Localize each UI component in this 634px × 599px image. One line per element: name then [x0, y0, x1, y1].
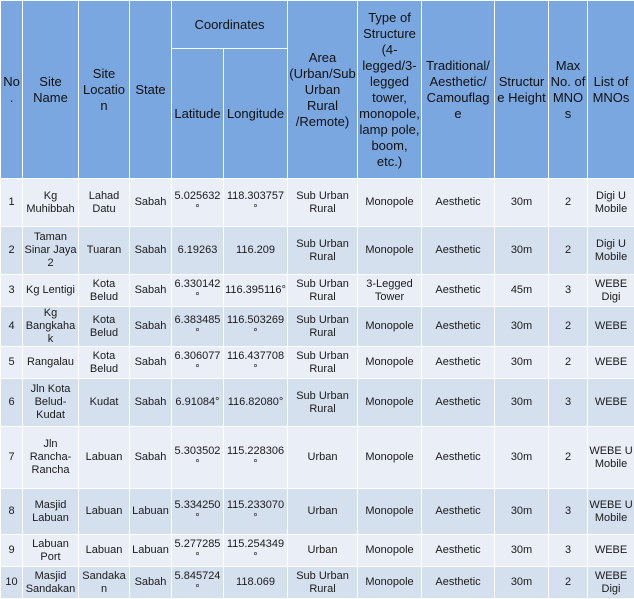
- cell-latitude: 5.334250°: [172, 489, 224, 535]
- table-row: [1, 379, 634, 427]
- cell-longitude: 118.069: [224, 567, 288, 599]
- header-coordinates: Coordinates: [172, 1, 288, 49]
- cell-site-name: Labuan Port: [23, 535, 79, 567]
- header-longitude: Longitude: [224, 49, 288, 179]
- cell-no: 10: [1, 567, 23, 599]
- cell-height: 30m: [495, 227, 549, 275]
- cell-site-name: Masjid Labuan: [23, 489, 79, 535]
- cell-no: 1: [1, 179, 23, 227]
- cell-site-location: Labuan: [79, 535, 130, 567]
- header-max-mnos: Max No. of MNOs: [549, 1, 588, 179]
- cell-no: 2: [1, 227, 23, 275]
- cell-mnos: Digi U Mobile: [588, 179, 634, 227]
- cell-site-location: Lahad Datu: [79, 179, 130, 227]
- header-list-mnos: List of MNOs: [588, 1, 634, 179]
- cell-height: 30m: [495, 307, 549, 347]
- header-state: State: [130, 1, 172, 179]
- cell-longitude: 118.303757°: [224, 179, 288, 227]
- cell-max: 3: [549, 379, 588, 427]
- cell-structure: Monopole: [358, 179, 422, 227]
- cell-type: Aesthetic: [422, 307, 495, 347]
- cell-site-location: Sandakan: [79, 567, 130, 599]
- cell-latitude: 6.306077°: [172, 347, 224, 379]
- cell-longitude: 115.233070°: [224, 489, 288, 535]
- cell-state: Sabah: [130, 179, 172, 227]
- cell-area: Sub Urban Rural: [288, 347, 358, 379]
- table-row: [1, 427, 634, 489]
- cell-area: Sub Urban Rural: [288, 307, 358, 347]
- cell-structure: Monopole: [358, 347, 422, 379]
- header-area: Area (Urban/Sub Urban Rural /Remote): [288, 1, 358, 179]
- cell-mnos: WEBE U Mobile: [588, 427, 634, 489]
- cell-type: Aesthetic: [422, 179, 495, 227]
- cell-max: 2: [549, 179, 588, 227]
- cell-type: Aesthetic: [422, 535, 495, 567]
- cell-latitude: 5.025632°: [172, 179, 224, 227]
- cell-site-location: Labuan: [79, 427, 130, 489]
- cell-longitude: 116.82080°: [224, 379, 288, 427]
- header-no: No.: [1, 1, 23, 179]
- cell-area: Sub Urban Rural: [288, 567, 358, 599]
- cell-type: Aesthetic: [422, 427, 495, 489]
- cell-area: Urban: [288, 427, 358, 489]
- cell-site-name: Kg Bangkahak: [23, 307, 79, 347]
- cell-mnos: WEBE Digi: [588, 275, 634, 307]
- table-row: [1, 347, 634, 379]
- cell-height: 30m: [495, 347, 549, 379]
- table-row: [1, 275, 634, 307]
- header-structure-type: Type of Structure (4-legged/3-legged tower, monopole, lamp pole, boom, etc.): [358, 1, 422, 179]
- cell-site-location: Kota Belud: [79, 347, 130, 379]
- cell-longitude: 116.503269°: [224, 307, 288, 347]
- cell-max: 3: [549, 275, 588, 307]
- cell-latitude: 5.303502°: [172, 427, 224, 489]
- header-site-location: Site Location: [79, 1, 130, 179]
- table-row: [1, 567, 634, 599]
- table-row: [1, 489, 634, 535]
- cell-max: 2: [549, 427, 588, 489]
- cell-structure: 3-Legged Tower: [358, 275, 422, 307]
- cell-structure: Monopole: [358, 227, 422, 275]
- cell-state: Labuan: [130, 489, 172, 535]
- cell-site-name: Jln Kota Belud-Kudat: [23, 379, 79, 427]
- cell-mnos: WEBE: [588, 347, 634, 379]
- cell-no: 4: [1, 307, 23, 347]
- cell-max: 2: [549, 567, 588, 599]
- cell-type: Aesthetic: [422, 275, 495, 307]
- cell-site-location: Kota Belud: [79, 275, 130, 307]
- cell-height: 30m: [495, 535, 549, 567]
- cell-site-name: Kg Lentigi: [23, 275, 79, 307]
- cell-site-name: Rangalau: [23, 347, 79, 379]
- cell-height: 30m: [495, 427, 549, 489]
- cell-structure: Monopole: [358, 379, 422, 427]
- cell-longitude: 115.228306°: [224, 427, 288, 489]
- header-site-name: Site Name: [23, 1, 79, 179]
- cell-structure: Monopole: [358, 427, 422, 489]
- cell-area: Urban: [288, 535, 358, 567]
- cell-longitude: 116.209: [224, 227, 288, 275]
- cell-site-location: Labuan: [79, 489, 130, 535]
- cell-no: 9: [1, 535, 23, 567]
- cell-state: Sabah: [130, 227, 172, 275]
- cell-latitude: 6.19263: [172, 227, 224, 275]
- cell-type: Aesthetic: [422, 227, 495, 275]
- cell-site-name: Jln Rancha-Rancha: [23, 427, 79, 489]
- cell-area: Sub Urban Rural: [288, 379, 358, 427]
- table-row: [1, 307, 634, 347]
- cell-structure: Monopole: [358, 307, 422, 347]
- cell-state: Sabah: [130, 567, 172, 599]
- cell-mnos: WEBE Digi: [588, 567, 634, 599]
- cell-structure: Monopole: [358, 567, 422, 599]
- cell-latitude: 6.330142°: [172, 275, 224, 307]
- table-row: [1, 535, 634, 567]
- cell-site-name: Kg Muhibbah: [23, 179, 79, 227]
- cell-state: Sabah: [130, 379, 172, 427]
- cell-no: 7: [1, 427, 23, 489]
- cell-type: Aesthetic: [422, 347, 495, 379]
- cell-height: 45m: [495, 275, 549, 307]
- cell-structure: Monopole: [358, 489, 422, 535]
- cell-longitude: 116.395116°: [224, 275, 288, 307]
- cell-structure: Monopole: [358, 535, 422, 567]
- cell-max: 3: [549, 489, 588, 535]
- cell-mnos: Digi U Mobile: [588, 227, 634, 275]
- table-row: [1, 227, 634, 275]
- cell-site-location: Tuaran: [79, 227, 130, 275]
- cell-mnos: WEBE: [588, 307, 634, 347]
- cell-longitude: 116.437708°: [224, 347, 288, 379]
- cell-state: Labuan: [130, 535, 172, 567]
- cell-longitude: 115.254349°: [224, 535, 288, 567]
- header-latitude: Latitude: [172, 49, 224, 179]
- cell-height: 30m: [495, 379, 549, 427]
- cell-state: Sabah: [130, 427, 172, 489]
- cell-latitude: 6.91084°: [172, 379, 224, 427]
- cell-no: 5: [1, 347, 23, 379]
- cell-height: 30m: [495, 567, 549, 599]
- cell-latitude: 6.383485°: [172, 307, 224, 347]
- cell-site-location: Kota Belud: [79, 307, 130, 347]
- cell-area: Sub Urban Rural: [288, 227, 358, 275]
- cell-max: 3: [549, 535, 588, 567]
- cell-height: 30m: [495, 489, 549, 535]
- header-structure-height: Structure Height: [495, 1, 549, 179]
- cell-area: Sub Urban Rural: [288, 275, 358, 307]
- cell-no: 6: [1, 379, 23, 427]
- cell-state: Sabah: [130, 347, 172, 379]
- cell-state: Sabah: [130, 275, 172, 307]
- cell-mnos: WEBE: [588, 535, 634, 567]
- cell-site-name: Masjid Sandakan: [23, 567, 79, 599]
- cell-mnos: WEBE U Mobile: [588, 489, 634, 535]
- cell-height: 30m: [495, 179, 549, 227]
- header-traditional: Traditional/ Aesthetic/ Camouflage: [422, 1, 495, 179]
- cell-latitude: 5.845724°: [172, 567, 224, 599]
- cell-no: 3: [1, 275, 23, 307]
- cell-area: Urban: [288, 489, 358, 535]
- cell-max: 2: [549, 307, 588, 347]
- cell-max: 2: [549, 347, 588, 379]
- cell-state: Sabah: [130, 307, 172, 347]
- cell-type: Aesthetic: [422, 489, 495, 535]
- cell-no: 8: [1, 489, 23, 535]
- cell-site-location: Kudat: [79, 379, 130, 427]
- table-row: [1, 179, 634, 227]
- cell-max: 2: [549, 227, 588, 275]
- cell-type: Aesthetic: [422, 567, 495, 599]
- cell-mnos: WEBE: [588, 379, 634, 427]
- cell-type: Aesthetic: [422, 379, 495, 427]
- cell-area: Sub Urban Rural: [288, 179, 358, 227]
- cell-latitude: 5.277285°: [172, 535, 224, 567]
- cell-site-name: Taman Sinar Jaya 2: [23, 227, 79, 275]
